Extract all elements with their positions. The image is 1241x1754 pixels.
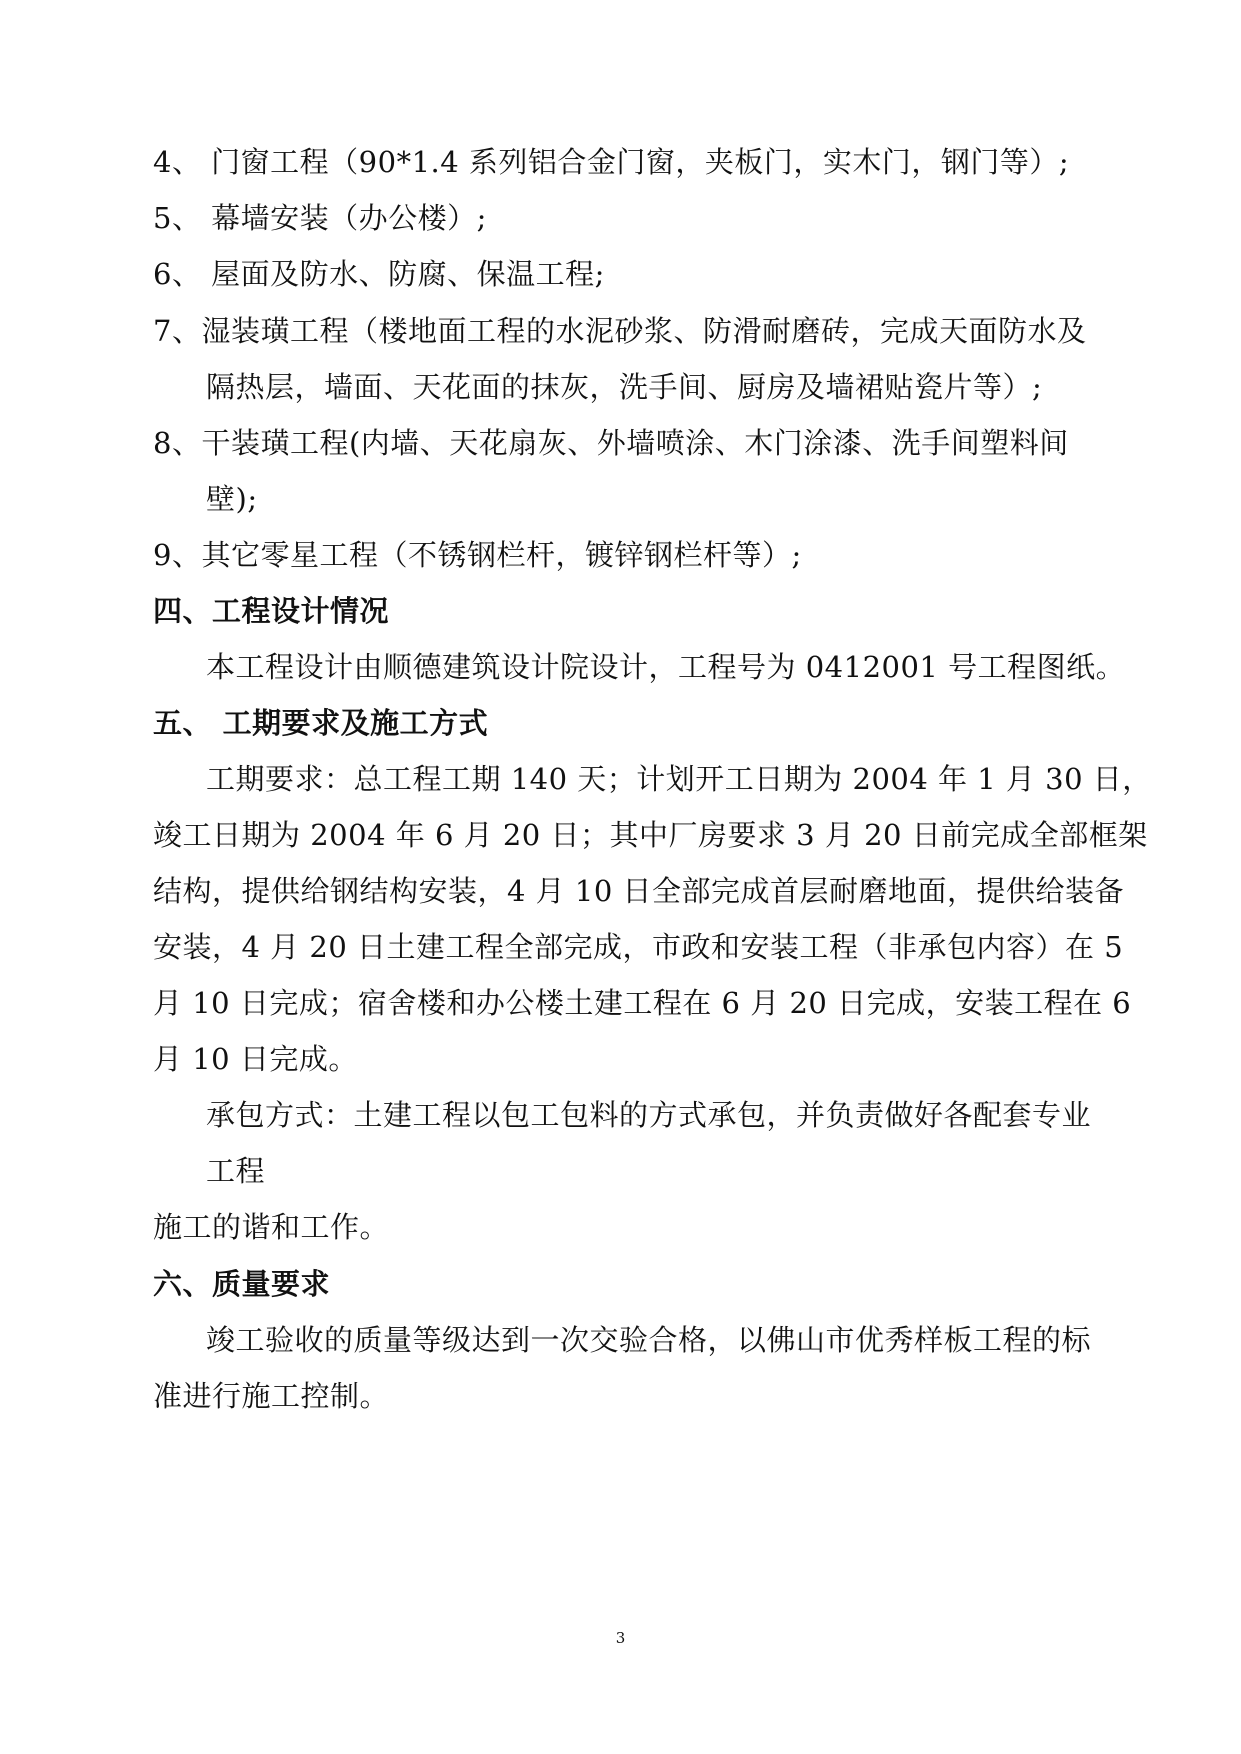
list-item-misc-works: 9、其它零星工程（不锈钢栏杆，镀锌钢栏杆等）; xyxy=(153,538,802,572)
list-item-dry-decoration-cont: 壁); xyxy=(206,482,258,516)
schedule-line: 月 10 日完成；宿舍楼和办公楼土建工程在 6 月 20 日完成，安装工程在 6 xyxy=(153,986,1132,1020)
list-item-roofing: 6、 屋面及防水、防腐、保温工程; xyxy=(153,257,605,291)
contract-line: 承包方式：土建工程以包工包料的方式承包，并负责做好各配套专业 xyxy=(206,1098,1092,1132)
section-heading-design: 四、工程设计情况 xyxy=(153,594,390,628)
schedule-line: 竣工日期为 2004 年 6 月 20 日；其中厂房要求 3 月 20 日前完成全部框架 xyxy=(153,818,1148,852)
quality-line: 竣工验收的质量等级达到一次交验合格，以佛山市优秀样板工程的标 xyxy=(206,1323,1092,1357)
quality-line: 准进行施工控制。 xyxy=(153,1379,390,1413)
design-paragraph: 本工程设计由顺德建筑设计院设计，工程号为 0412001 号工程图纸。 xyxy=(206,650,1126,684)
list-item-dry-decoration: 8、干装璜工程(内墙、天花扇灰、外墙喷涂、木门涂漆、洗手间塑料间 xyxy=(153,426,1069,460)
list-item-wet-decoration-cont: 隔热层，墙面、天花面的抹灰，洗手间、厨房及墙裙贴瓷片等）; xyxy=(206,370,1043,404)
contract-line: 工程 xyxy=(206,1154,266,1188)
schedule-line: 结构，提供给钢结构安装，4 月 10 日全部完成首层耐磨地面，提供给装备 xyxy=(153,874,1125,908)
page-number: 3 xyxy=(615,1629,626,1647)
list-item-wet-decoration: 7、湿装璜工程（楼地面工程的水泥砂浆、防滑耐磨砖，完成天面防水及 xyxy=(153,314,1087,348)
contract-line: 施工的谐和工作。 xyxy=(153,1210,390,1244)
section-heading-quality: 六、质量要求 xyxy=(153,1267,331,1301)
section-heading-schedule: 五、 工期要求及施工方式 xyxy=(153,706,489,740)
schedule-line: 月 10 日完成。 xyxy=(153,1042,358,1076)
schedule-line: 工期要求：总工程工期 140 天；计划开工日期为 2004 年 1 月 30 日， xyxy=(206,762,1152,796)
list-item-curtain-wall: 5、 幕墙安装（办公楼）; xyxy=(153,201,487,235)
list-item-doors-windows: 4、 门窗工程（90*1.4 系列铝合金门窗，夹板门，实木门，钢门等）; xyxy=(153,145,1070,179)
schedule-line: 安装，4 月 20 日土建工程全部完成，市政和安装工程（非承包内容）在 5 xyxy=(153,930,1124,964)
